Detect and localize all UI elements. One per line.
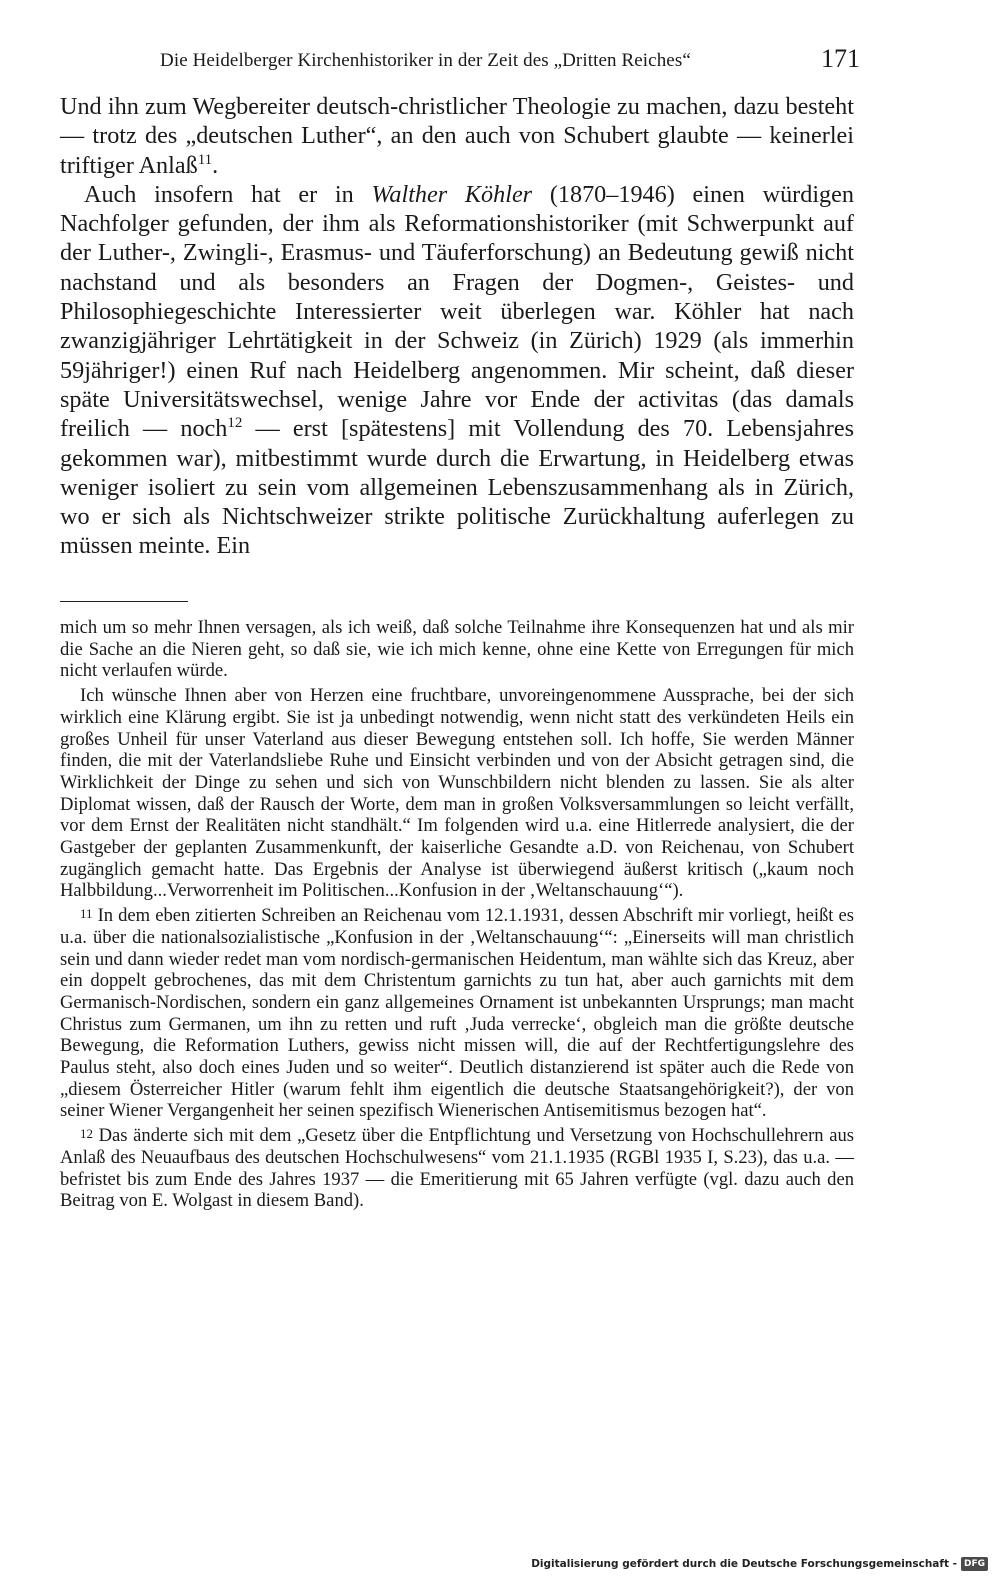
paragraph-1 — [60, 92, 854, 180]
paragraph-2 — [60, 180, 854, 561]
dfg-logo-icon: DFG — [961, 1557, 988, 1571]
running-title: Die Heidelberger Kirchenhistoriker in der Zeit des „Dritten Reiches“ — [160, 50, 691, 71]
paragraph-1-end: . — [212, 151, 219, 179]
paragraph-2-text-b: — erst [spätestens] mit Vollendung des 70. Lebensjahres gekommen war), mitbestimmt wurde durch die Erwartung, in Heidelberg etwas weniger isoliert zu sein vom allgemeinen Lebenszusammenhang als in Zürich, wo er sich als Nichtschweizer strikte politische Zurückhaltung auferlegen zu müssen meinte. Ein — [60, 415, 854, 560]
footnote-ref-11[interactable]: 11 — [197, 151, 213, 168]
running-header — [160, 44, 860, 80]
footnote-12 — [60, 1125, 854, 1212]
footnote-11 — [60, 905, 854, 1122]
footnote-11-text: In dem eben zitierten Schreiben an Reichenau vom 12.1.1931, dessen Abschrift mir vorliegt, heißt es u.a. über die nationalsozialistische „Konfusion in der ‚Weltanschauung‘“: „Einerseits will man christlich sein und dann wieder redet man vom nordisch-germanischen Heidentum, man wählte sich das Kreuz, aber ein doppelt gebrochenes, das mit dem Christentum garnichts zu tun hat, aber auch garnichts mit dem Germanisch-Nordischen, sondern ein ganz allgemeines Ornament ist unbekannten Ursprungs; man macht Christus zum Germanen, um ihn zu retten und ruft ‚Juda verrecke‘, obgleich man die größte deutsche Bewegung, die Reformation Luthers, gewiss nicht missen will, die auf der Rechtfertigungslehre des Paulus steht, also doch eines Juden und so weiter“. Deutlich distanzierend ist später auch die Rede von „diesem Österreicher Hitler (warum fehlt ihm eigentlich die deutsche Staatsangehörigkeit?), der von seiner Wiener Vergangenheit her seinen spezifisch Wienerischen Antisemitismus bezogen hat“. — [60, 905, 854, 1122]
paragraph-2-text-a: (1870–1946) einen würdigen Nachfolger gefunden, der ihm als Reformationshistoriker (mit Schwerpunkt auf der Luther-, Zwingli-, Erasmus- und Täuferforschung) an Bedeutung gewiß nicht nachstand und als besonders an Fragen der Dogmen-, Geistes- und Philosophiegeschichte Interessierter weit überlegen war. Köhler hat nach zwanzigjähriger Lehrtätigkeit in der Schweiz (in Zürich) 1929 (als immerhin 59jähriger!) einen Ruf nach Heidelberg angenommen. Mir scheint, daß dieser späte Universitätswechsel, wenige Jahre vor Ende der activitas (das damals freilich — noch — [60, 180, 854, 443]
footnote-12-text: Das änderte sich mit dem „Gesetz über die Entpflichtung und Versetzung von Hochschullehrern aus Anlaß des Neuaufbaus des deutschen Hochschulwesens“ vom 21.1.1935 (RGBl 1935 I, S.23), das u.a. — befristet bis zum Ende des Jahres 1937 — die Emeritierung mit 65 Jahren verfügte (vgl. dazu auch den Beitrag von E. Wolgast in diesem Band). — [60, 1125, 854, 1212]
main-text — [60, 92, 854, 561]
page-number: 171 — [821, 44, 860, 73]
footnote-12-mark: 12 — [80, 1126, 93, 1142]
footnote-divider — [60, 601, 188, 602]
footnotes — [60, 617, 854, 1215]
footnote-ref-12[interactable]: 12 — [227, 415, 243, 432]
paragraph-2-lead: Auch insofern hat er in — [84, 180, 372, 208]
paragraph-1-text: Und ihn zum Wegbereiter deutsch-christlicher Theologie zu machen, dazu besteht — trotz des „deutschen Luther“, an den auch von Schubert glaubte — keinerlei triftiger Anlaß — [60, 93, 854, 179]
footnote-continuation-1: mich um so mehr Ihnen versagen, als ich weiß, daß solche Teilnahme ihre Konsequenzen hat und als mir die Sache an die Nieren geht, so daß sie, wie ich mich kenne, ohne eine Kette von Erregungen für mich nicht verlaufen würde. — [60, 617, 854, 682]
person-name: Walther Köhler — [371, 180, 533, 208]
footnote-continuation-2: Ich wünsche Ihnen aber von Herzen eine fruchtbare, unvoreingenommene Aussprache, bei der sich wirklich eine Klärung ergibt. Sie ist ja unbedingt notwendig, wenn nicht statt des verkündeten Heils ein großes Unheil für unser Vaterland aus dieser Bewegung entstehen soll. Ich hoffe, Sie werden Männer finden, die mit der Vaterlandsliebe Ruhe und Einsicht verbinden und von der Absicht getragen sind, die Wirklichkeit der Dinge zu sehen und sich von Wunschbildern nicht blenden zu lassen. Sie als alter Diplomat wissen, daß der Rausch der Worte, dem man in großen Volksversammlungen so leicht verfällt, vor dem Ernst der Realitäten nicht standhält.“ Im folgenden wird u.a. eine Hitlerrede analysiert, die der Gastgeber der geplanten Zusammenkunft, der kaiserliche Gesandte a.D. von Reichenau, von Schubert zugänglich gemacht hatte. Das Ergebnis der Analyse ist überwiegend äußerst kritisch („kaum noch Halbbildung...Verworrenheit im Politischen...Konfusion in der ‚Weltanschauung‘“). — [60, 685, 854, 902]
digitization-credit — [531, 1555, 988, 1573]
footnote-11-mark: 11 — [80, 906, 93, 922]
credit-text: Digitalisierung gefördert durch die Deutsche Forschungsgemeinschaft - — [531, 1558, 957, 1570]
